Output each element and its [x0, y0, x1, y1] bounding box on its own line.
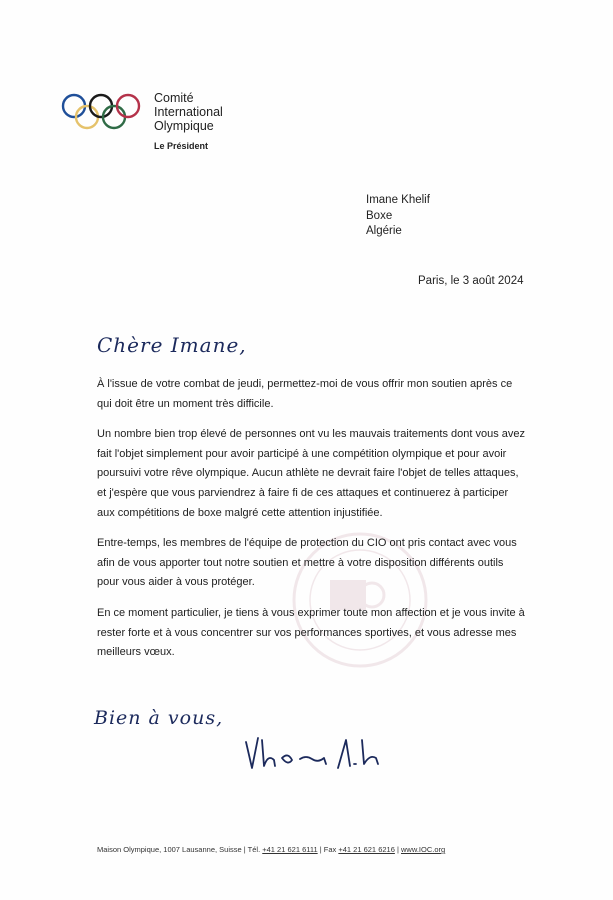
ring-green	[103, 106, 125, 128]
footer-address: Maison Olympique, 1007 Lausanne, Suisse | Tél.	[97, 845, 263, 854]
ring-yellow	[76, 106, 98, 128]
recipient-country: Algérie	[366, 225, 402, 237]
footer-separator: |	[394, 845, 401, 854]
signature	[242, 728, 392, 773]
footer-fax-link[interactable]: +41 21 621 6216	[338, 845, 395, 854]
handwritten-closing: Bien à vous,	[94, 707, 224, 729]
org-name-block	[154, 91, 223, 152]
recipient-name: Imane Khelif	[366, 194, 430, 206]
paragraph-1: À l'issue de votre combat de jeudi, permettez-moi de vous offrir mon soutien après ce qui doit être un moment très difficile.	[97, 378, 513, 410]
org-line-2: International	[154, 105, 223, 119]
org-line-3: Olympique	[154, 119, 214, 133]
sender-role: Le Président	[154, 141, 209, 151]
handwritten-greeting: Chère Imane,	[97, 333, 247, 357]
letter-date: Paris, le 3 août 2024	[418, 275, 524, 287]
org-line-1: Comité	[154, 91, 194, 105]
footer-website-link[interactable]: www.IOC.org	[401, 845, 446, 854]
ring-red	[117, 95, 139, 117]
paragraph-4: En ce moment particulier, je tiens à vous exprimer toute mon affection et je vous invite à rester forte et à vous concentrer sur vos performances sportives, et vous adresse mes meilleurs vœux.	[97, 606, 525, 659]
paragraph-2: Un nombre bien trop élevé de personnes ont vu les mauvais traitements dont vous avez fait l'objet simplement pour avoir participé à une compétition olympique et pour avoir poursuivi votre rêve olympique. Aucun athlète ne devrait faire l'objet de telles attaques, et j'espère que vous parviendrez à faire fi de ces attaques et continuerez à participer aux compétitions de boxe malgré cette attention injustifiée.	[97, 428, 526, 519]
olympic-rings-logo	[60, 92, 148, 132]
ring-blue	[63, 95, 85, 117]
footer-contact	[97, 845, 445, 854]
ring-black	[90, 95, 112, 117]
recipient-address	[366, 193, 430, 240]
letter-body	[97, 375, 527, 674]
footer-fax-label: | Fax	[317, 845, 339, 854]
paragraph-3: Entre-temps, les membres de l'équipe de protection du CIO ont pris contact avec vous afin de vous apporter tout notre soutien et mettre à votre disposition différents outils pour vous aider à vous protéger.	[97, 537, 517, 589]
recipient-sport: Boxe	[366, 209, 393, 222]
footer-phone-link[interactable]: +41 21 621 6111	[262, 845, 318, 854]
